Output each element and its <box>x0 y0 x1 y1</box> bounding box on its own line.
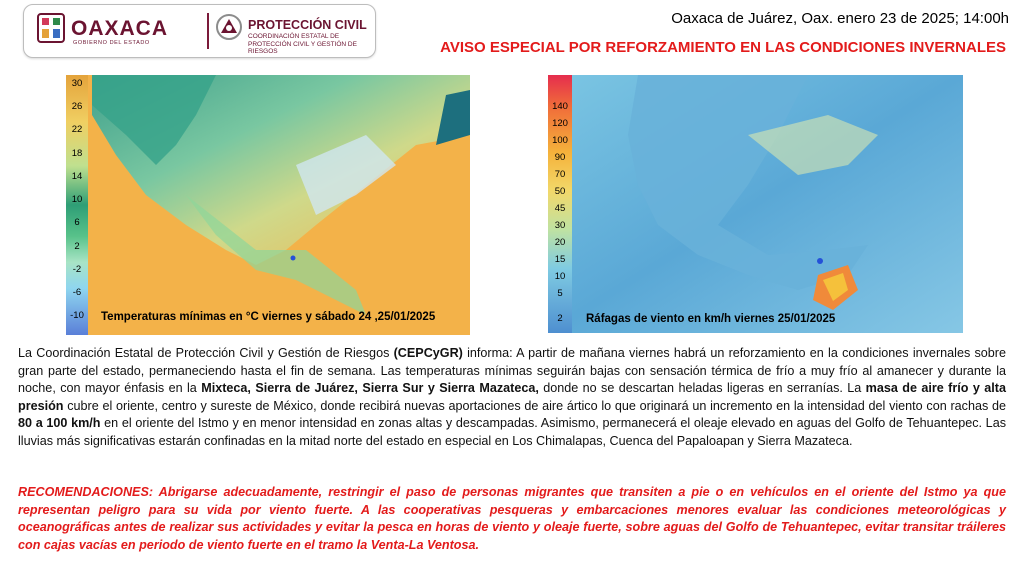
wind-scale-label: 140 <box>552 101 568 112</box>
temperature-map <box>66 75 470 335</box>
wind-scale-label: 120 <box>552 118 568 129</box>
wind-scale-label: 30 <box>554 220 566 231</box>
alert-title: AVISO ESPECIAL POR REFORZAMIENTO EN LAS CONDICIONES INVERNALES <box>440 39 1006 56</box>
wind-scale-label: 15 <box>554 254 566 265</box>
wind-map <box>548 75 963 333</box>
oaxaca-wordmark: OAXACA <box>71 17 169 40</box>
wind-scale-label: 100 <box>552 135 568 146</box>
temperature-scale-label: 22 <box>71 124 83 135</box>
body-text-1: La Coordinación Estatal de Protección Civil y Gestión de Riesgos <box>18 346 394 360</box>
proteccion-civil-title: PROTECCIÓN CIVIL <box>248 18 367 32</box>
proteccion-civil-subtitle-line1: COORDINACIÓN ESTATAL DE <box>248 33 340 40</box>
temperature-map-image <box>66 75 470 335</box>
body-paragraph <box>18 345 1006 451</box>
temperature-scale-label: 18 <box>71 148 83 159</box>
wind-map-caption: Ráfagas de viento en km/h viernes 25/01/2025 <box>586 313 836 325</box>
temperature-scale-label: 26 <box>71 101 83 112</box>
body-bold-regions: Mixteca, Sierra de Juárez, Sierra Sur y Sierra Mazateca, <box>201 381 539 396</box>
body-bold-air-mass: masa de aire frío y alta presión <box>18 381 1006 413</box>
logo-separator <box>207 13 209 49</box>
wind-scale-label: 5 <box>557 288 563 299</box>
temperature-scale-label: 6 <box>74 217 80 228</box>
temperature-scale-label: -2 <box>72 264 82 275</box>
wind-scale-label: 70 <box>554 169 566 180</box>
body-text-2: informa: A partir de mañana viernes habrá un reforzamiento en la condiciones invernales sobre gran parte del estado, permaneciendo hasta el fin de semana. Las temperaturas mínimas seguirán bajas con sensación térmica de frío a muy frío al amanecer y durante la noche, con mayor énfasis en la <box>18 346 1006 396</box>
body-text-5: en el oriente del Istmo y en menor intensidad en zonas altas y descampadas. Asimismo, permanecerá el oleaje elevado en aguas del Golfo de Tehuantepec. Las lluvias más significativas estarán confinadas en la mitad norte del estado en especial en Los Chimalapas, Cuenca del Papaloapan y Sierra Mazateca. <box>18 416 1006 448</box>
proteccion-civil-emblem-icon <box>216 14 242 40</box>
temperature-scale-label: 14 <box>71 171 83 182</box>
temperature-scale-label: -6 <box>72 287 82 298</box>
temperature-map-caption: Temperaturas mínimas en °C viernes y sábado 24 ,25/01/2025 <box>101 311 436 323</box>
temperature-scale-label: 10 <box>71 194 83 205</box>
wind-map-image <box>548 75 963 333</box>
proteccion-civil-subtitle <box>248 33 375 56</box>
wind-scale-label: 10 <box>554 271 566 282</box>
wind-scale-label: 50 <box>554 186 566 197</box>
temperature-scale-label: -10 <box>70 310 84 321</box>
wind-scale-label: 45 <box>554 203 566 214</box>
body-text-4: cubre el oriente, centro y sureste de México, donde recibirá nuevas aportaciones de aire ártico lo que originará un incremento en la intensidad del viento con rachas de <box>63 398 1006 413</box>
body-text-3: donde no se descartan heladas ligeras en serranías. La <box>538 381 866 396</box>
temperature-scale-label: 30 <box>71 78 83 89</box>
body-bold-wind-speed: 80 a 100 km/h <box>18 416 101 431</box>
recommendations: RECOMENDACIONES: Abrigarse adecuadamente, restringir el paso de personas migrantes que transiten a pie o en vehículos en el oriente del Istmo ya que representan peligro para su vida por viento fuerte. A las cooperativas pesqueras y embarcaciones menores evaluar las condiciones meteorológicas y oceanográficas antes de realizar sus actividades y evitar la pesca en horas de viento y oleaje fuerte, sobre aguas del Golfo de Tehuantepec, evitar transitar tráileres con cajas vacías en periodo de viento fuerte en el tramo la Venta-La Ventosa. <box>18 485 1006 552</box>
oaxaca-subtitle: GOBIERNO DEL ESTADO <box>73 40 150 46</box>
proteccion-civil-subtitle-line2: PROTECCIÓN CIVIL Y GESTIÓN DE RIESGOS <box>248 40 357 55</box>
body-bold-cepcygr: (CEPCyGR) <box>393 346 463 360</box>
oaxaca-emblem-icon <box>37 13 65 43</box>
wind-scale-label: 90 <box>554 152 566 163</box>
wind-scale-label: 2 <box>557 313 563 324</box>
temperature-scale-label: 2 <box>74 241 80 252</box>
wind-scale-label: 20 <box>554 237 566 248</box>
header-logos <box>23 4 376 58</box>
dateline: Oaxaca de Juárez, Oax. enero 23 de 2025; 14:00h <box>671 10 1009 27</box>
